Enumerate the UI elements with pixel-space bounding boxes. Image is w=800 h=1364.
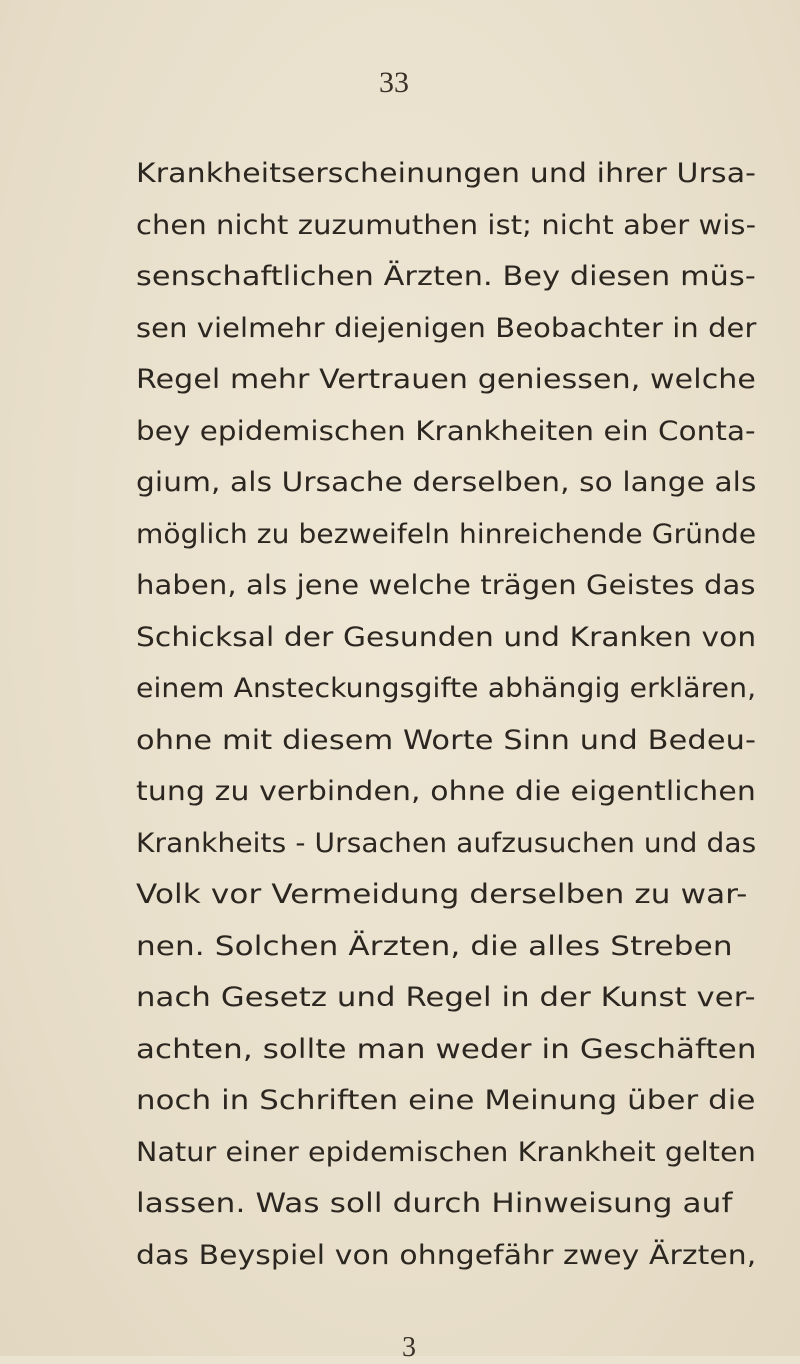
- text-line: senschaftlichen Ärzten. Bey diesen müs-: [136, 261, 756, 292]
- text-line: Volk vor Vermeidung derselben zu war-: [136, 879, 748, 910]
- page-number: 33: [379, 66, 409, 99]
- text-line: chen nicht zuzumuthen ist; nicht aber wis-: [136, 209, 757, 241]
- text-line: Natur einer epidemischen Krankheit gelten: [136, 1136, 756, 1168]
- text-line: bey epidemischen Krankheiten ein Conta-: [136, 415, 756, 447]
- signature-mark: 3: [402, 1332, 416, 1363]
- text-line: Regel mehr Vertrauen geniessen, welche: [136, 364, 756, 395]
- text-line: ohne mit diesem Worte Sinn und Bedeu-: [136, 724, 757, 756]
- text-line: Krankheitserscheinungen und ihrer Ursa-: [136, 158, 757, 189]
- text-line: lassen. Was soll durch Hinweisung auf: [136, 1188, 733, 1219]
- text-line: einem Ansteckungsgifte abhängig erklären,: [136, 673, 757, 704]
- text-line: Schicksal der Gesunden und Kranken von: [136, 621, 757, 653]
- text-line: sen vielmehr diejenigen Beobachter in der: [136, 312, 757, 344]
- text-line: achten, sollte man weder in Geschäften: [136, 1033, 757, 1065]
- text-line: gium, als Ursache derselben, so lange als: [136, 467, 757, 498]
- text-line: haben, als jene welche trägen Geistes das: [136, 570, 756, 601]
- text-line: nen. Solchen Ärzten, die alles Streben: [136, 930, 733, 962]
- text-line: noch in Schriften eine Meinung über die: [136, 1085, 756, 1116]
- text-line: Krankheits - Ursachen aufzusuchen und das: [136, 827, 757, 859]
- text-line: tung zu verbinden, ohne die eigentlichen: [136, 776, 756, 807]
- text-line: das Beyspiel von ohngefähr zwey Ärzten,: [136, 1239, 757, 1271]
- text-line: möglich zu bezweifeln hinreichende Gründe: [136, 518, 757, 550]
- text-line: nach Gesetz und Regel in der Kunst ver-: [136, 982, 756, 1013]
